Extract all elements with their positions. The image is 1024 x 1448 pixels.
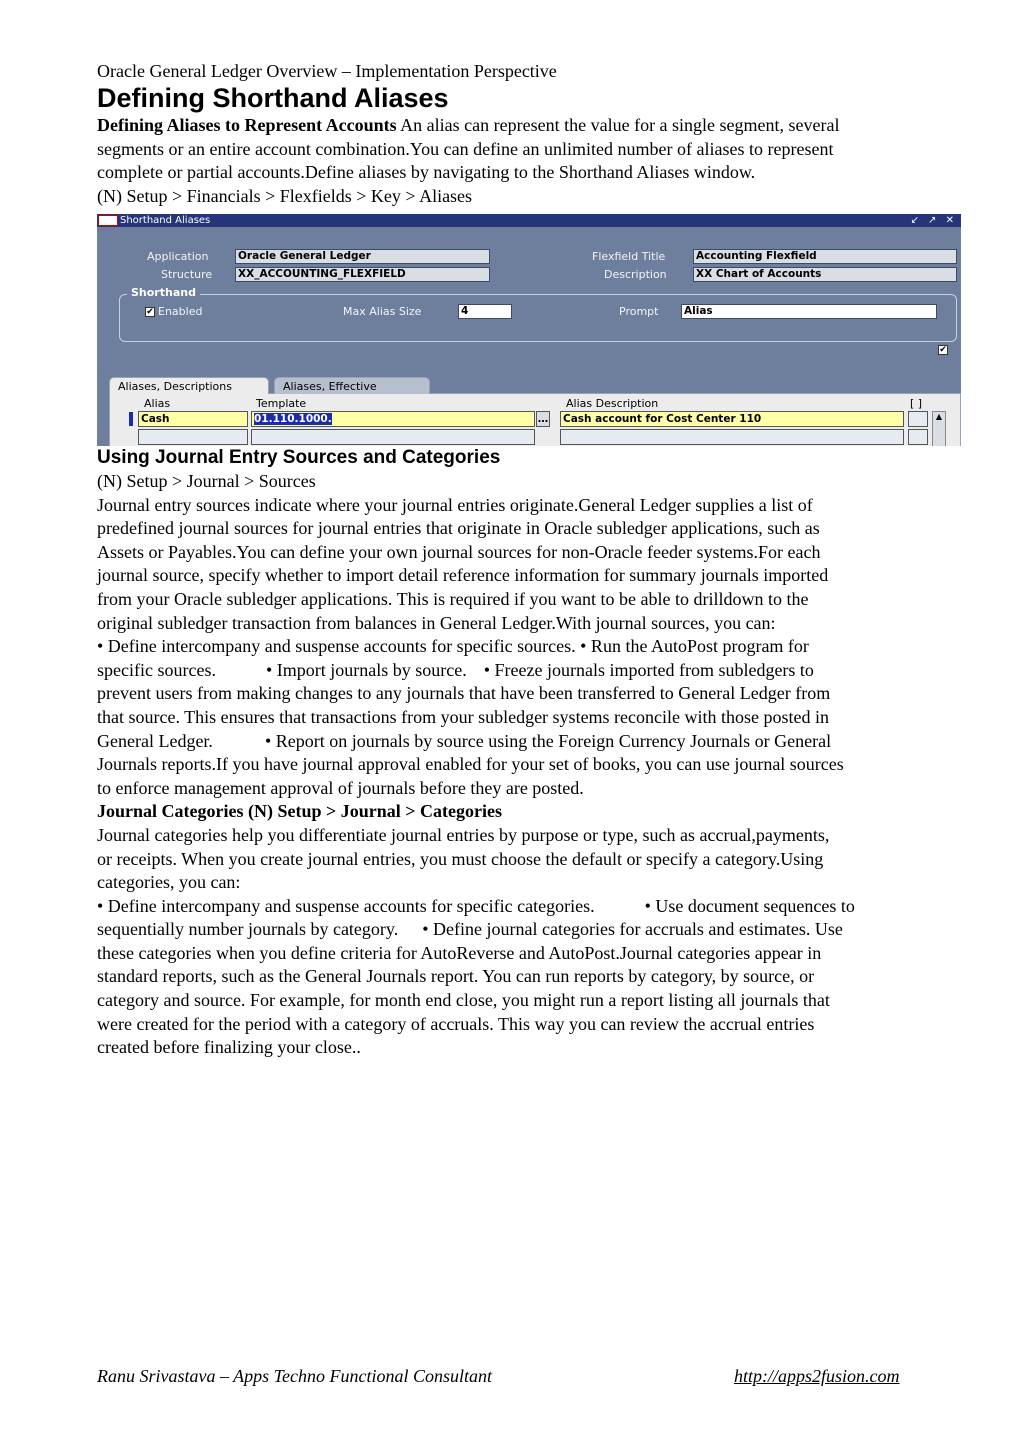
section-journal-sources (97, 446, 967, 1060)
flex-cell-empty[interactable] (908, 429, 928, 445)
max-alias-size-input[interactable]: 4 (458, 304, 512, 319)
sources-line-multi (97, 730, 967, 754)
template-lov-button[interactable]: … (537, 413, 549, 425)
application-field[interactable]: Oracle General Ledger (235, 249, 490, 264)
intro-line-1 (97, 114, 967, 138)
column-header-alias-description: Alias Description (566, 397, 659, 410)
sources-segment: General Ledger. (97, 730, 213, 751)
structure-field[interactable]: XX_ACCOUNTING_FLEXFIELD (235, 267, 490, 282)
column-header-alias: Alias (144, 397, 171, 410)
sources-line: original subledger transaction from balances in General Ledger.With journal sources, you can: (97, 612, 776, 633)
document-header: Oracle General Ledger Overview – Implementation Perspective (97, 61, 557, 81)
alias-cell[interactable]: Cash (138, 411, 248, 427)
window-title: Shorthand Aliases (120, 215, 211, 226)
categories-segment: • Define journal categories for accruals and estimates. Use (422, 919, 843, 940)
tab-aliases-effective[interactable]: Aliases, Effective (274, 377, 430, 394)
oracle-app-icon (98, 215, 118, 226)
section-heading-sources: Using Journal Entry Sources and Categories (97, 447, 501, 468)
description-field[interactable]: XX Chart of Accounts (693, 267, 957, 282)
categories-line: categories, you can: (97, 872, 241, 893)
sources-nav-path: (N) Setup > Journal > Sources (97, 471, 316, 491)
categories-line: created before finalizing your close.. (97, 1037, 361, 1058)
categories-line-multi (97, 895, 967, 919)
description-label: Description (604, 268, 667, 281)
sources-segment: • Freeze journals imported from subledgers to (483, 659, 814, 680)
sources-line: Journals reports.If you have journal approval enabled for your set of books, you can use journal sources (97, 754, 844, 775)
sources-line: • Define intercompany and suspense accounts for specific sources. • Run the AutoPost program for (97, 636, 809, 657)
structure-label: Structure (161, 268, 213, 281)
row-indicator (129, 412, 133, 426)
footer-url-link[interactable]: http://apps2fusion.com (734, 1366, 900, 1386)
template-cell[interactable] (251, 411, 535, 427)
tab-aliases-descriptions[interactable]: Aliases, Descriptions (109, 377, 269, 394)
footer-author: Ranu Srivastava – Apps Techno Functional Consultant (97, 1366, 492, 1386)
flexfield-title-field[interactable]: Accounting Flexfield (693, 249, 957, 264)
intro-line-3: complete or partial accounts.Define aliases by navigating to the Shorthand Aliases window. (97, 162, 756, 183)
alias-description-cell-empty[interactable] (560, 429, 904, 445)
page-title: Defining Shorthand Aliases (97, 83, 449, 113)
column-header-flex: [ ] (910, 397, 923, 410)
tab-body (109, 393, 961, 446)
enabled-checkbox[interactable]: ✔ (146, 307, 154, 317)
top-right-checkbox[interactable]: ✔ (939, 345, 947, 355)
sources-line: Journal entry sources indicate where your journal entries originate.General Ledger supplies a list of (97, 494, 813, 515)
template-cell-empty[interactable] (251, 429, 535, 445)
section-heading-categories (97, 800, 967, 824)
sources-line: predefined journal sources for journal entries that originate in Oracle subledger applications, such as (97, 518, 820, 539)
intro-nav-path: (N) Setup > Financials > Flexfields > Key > Aliases (97, 185, 473, 206)
prompt-label: Prompt (619, 305, 659, 318)
enabled-label: Enabled (158, 305, 203, 318)
categories-segment: • Use document sequences to (644, 895, 855, 916)
tab-region (109, 377, 961, 446)
categories-line: standard reports, such as the General Journals report. You can run reports by category, by source, or (97, 966, 815, 987)
intro-bold-lead: Defining Aliases to Represent Accounts (97, 115, 397, 135)
flex-cell[interactable] (908, 411, 928, 427)
sources-line: journal source, specify whether to import detail reference information for summary journals imported (97, 565, 829, 586)
prompt-input[interactable]: Alias (681, 304, 937, 319)
window-controls[interactable]: ↙ ↗ ✕ (910, 215, 957, 226)
sources-line: that source. This ensures that transactions from your subledger systems reconcile with those posted in (97, 706, 830, 727)
sources-segment: specific sources. (97, 659, 216, 680)
categories-segment: • Define intercompany and suspense accounts for specific categories. (97, 895, 595, 916)
sources-line: from your Oracle subledger applications. This is required if you want to be able to drilldown to the (97, 588, 809, 609)
page-content (97, 60, 967, 208)
intro-line-2: segments or an entire account combination.You can define an unlimited number of aliases to represent (97, 138, 834, 159)
categories-line: Journal categories help you differentiate journal entries by purpose or type, such as accrual,payments, (97, 824, 830, 845)
window-titlebar (97, 214, 961, 227)
sources-line: to enforce management approval of journals before they are posted. (97, 777, 584, 798)
categories-heading-text: Journal Categories (N) Setup > Journal > Categories (97, 801, 502, 822)
alias-description-cell[interactable]: Cash account for Cost Center 110 (560, 411, 904, 427)
categories-segment: sequentially number journals by category. (97, 919, 399, 940)
vertical-scrollbar[interactable]: ▲ (932, 411, 946, 446)
categories-line: were created for the period with a category of accruals. This way you can review the accrual entries (97, 1013, 815, 1034)
flexfield-title-label: Flexfield Title (592, 250, 666, 263)
sources-line: Assets or Payables.You can define your own journal sources for non-Oracle feeder systems.For each (97, 541, 821, 562)
sources-segment: • Report on journals by source using the Foreign Currency Journals or General (264, 730, 832, 751)
column-header-template: Template (256, 397, 307, 410)
max-alias-size-label: Max Alias Size (343, 305, 422, 318)
categories-line: or receipts. When you create journal entries, you must choose the default or specify a category.Using (97, 848, 824, 869)
template-selected-text: 01.110.1000. (254, 413, 332, 425)
intro-line-1-rest: An alias can represent the value for a single segment, several (396, 115, 840, 135)
sources-line-multi (97, 659, 967, 683)
sources-line: prevent users from making changes to any journals that have been transferred to General Ledger from (97, 683, 831, 704)
categories-line: category and source. For example, for month end close, you might run a report listing all journals that (97, 990, 830, 1011)
shorthand-aliases-screenshot (97, 214, 961, 446)
alias-cell-empty[interactable] (138, 429, 248, 445)
categories-line-multi (97, 918, 967, 942)
shorthand-group-label: Shorthand (127, 286, 200, 300)
application-label: Application (147, 250, 209, 263)
categories-line: these categories when you define criteria for AutoReverse and AutoPost.Journal categories appear in (97, 942, 822, 963)
sources-segment: • Import journals by source. (265, 659, 467, 680)
